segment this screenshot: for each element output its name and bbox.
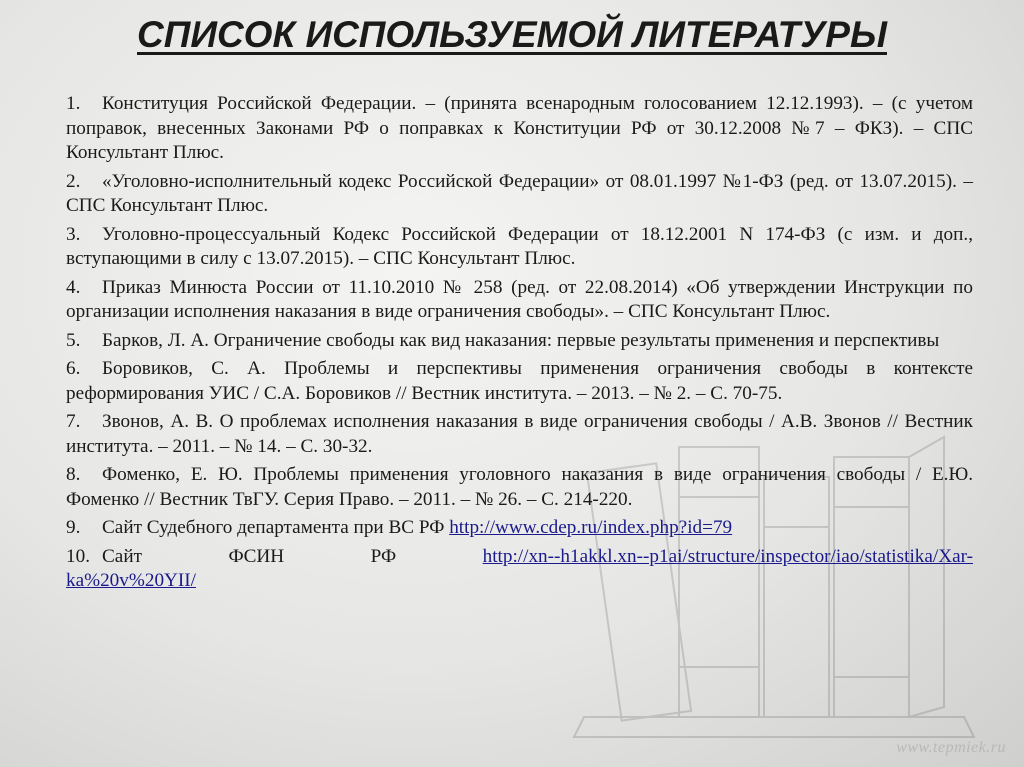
list-item: 3. Уголовно-процессуальный Кодекс Российской Федерации от 18.12.2001 N 174-ФЗ (с изм. и доп., вступающими в силу с 13.07.2015). – СПС Консультант Плюс. — [66, 223, 973, 269]
ref10-word-3: РФ — [370, 545, 397, 567]
ref9-text: Сайт Судебного департамента при ВС РФ — [102, 517, 445, 538]
ref10-word-1: Сайт — [102, 545, 142, 567]
list-item — [66, 545, 973, 594]
list-item: 9. Сайт Судебного департамента при ВС РФ http://www.cdep.ru/index.php?id=79 — [66, 517, 733, 538]
fsin-link[interactable]: http://xn--h1akkl.xn--p1ai/structure/inspector/iao/statistika/Xar- — [482, 545, 973, 567]
list-item: 8. Фоменко, Е. Ю. Проблемы применения уголовного наказания в виде ограничения свободы / Е.Ю. Фоменко // Вестник ТвГУ. Серия Право. – 2011. – № 26. – С. 214-220. — [66, 464, 973, 510]
fsin-link-continued[interactable]: ka%20v%20YII/ — [66, 570, 197, 591]
page-title: СПИСОК ИСПОЛЬЗУЕМОЙ ЛИТЕРАТУРЫ — [137, 14, 887, 55]
list-item: 4. Приказ Минюста России от 11.10.2010 № 258 (ред. от 22.08.2014) «Об утверждении Инструкции по организации исполнения наказания в виде ограничения свободы». – СПС Консультант Плюс. — [66, 276, 973, 322]
list-item: 6. Боровиков, С. А. Проблемы и перспективы применения ограничения свободы в контексте реформирования УИС / С.А. Боровиков // Вестник института. – 2013. – № 2. – С. 70-75. — [66, 358, 973, 404]
list-item: 5. Барков, Л. А. Ограничение свободы как вид наказания: первые результаты применения и перспективы — [66, 329, 940, 351]
ref10-line: 10. Сайт ФСИН РФ http://xn--h1akkl.xn--p1ai/structure/inspector/iao/statistika/Xar- — [66, 545, 973, 570]
watermark: www.tepmiek.ru — [896, 739, 1006, 756]
cdep-link[interactable]: http://www.cdep.ru/index.php?id=79 — [449, 517, 733, 538]
list-item: 2. «Уголовно-исполнительный кодекс Российской Федерации» от 08.01.1997 №1-ФЗ (ред. от 13.07.2015). – СПС Консультант Плюс. — [66, 170, 973, 216]
ref10-word-2: ФСИН — [228, 545, 285, 567]
list-item: 1. Конституция Российской Федерации. – (принята всенародным голосованием 12.12.1993). – (с учетом поправок, внесенных Законами РФ о поправках к Конституции РФ от 30.12.2008 №7 – ФКЗ). – СПС Консультант Плюс. — [66, 93, 973, 163]
reference-list — [66, 92, 973, 598]
list-item: 7. Звонов, А. В. О проблемах исполнения наказания в виде ограничения свободы / А.В. Звонов // Вестник института. – 2011. – № 14. – С. 30-32. — [66, 411, 973, 457]
